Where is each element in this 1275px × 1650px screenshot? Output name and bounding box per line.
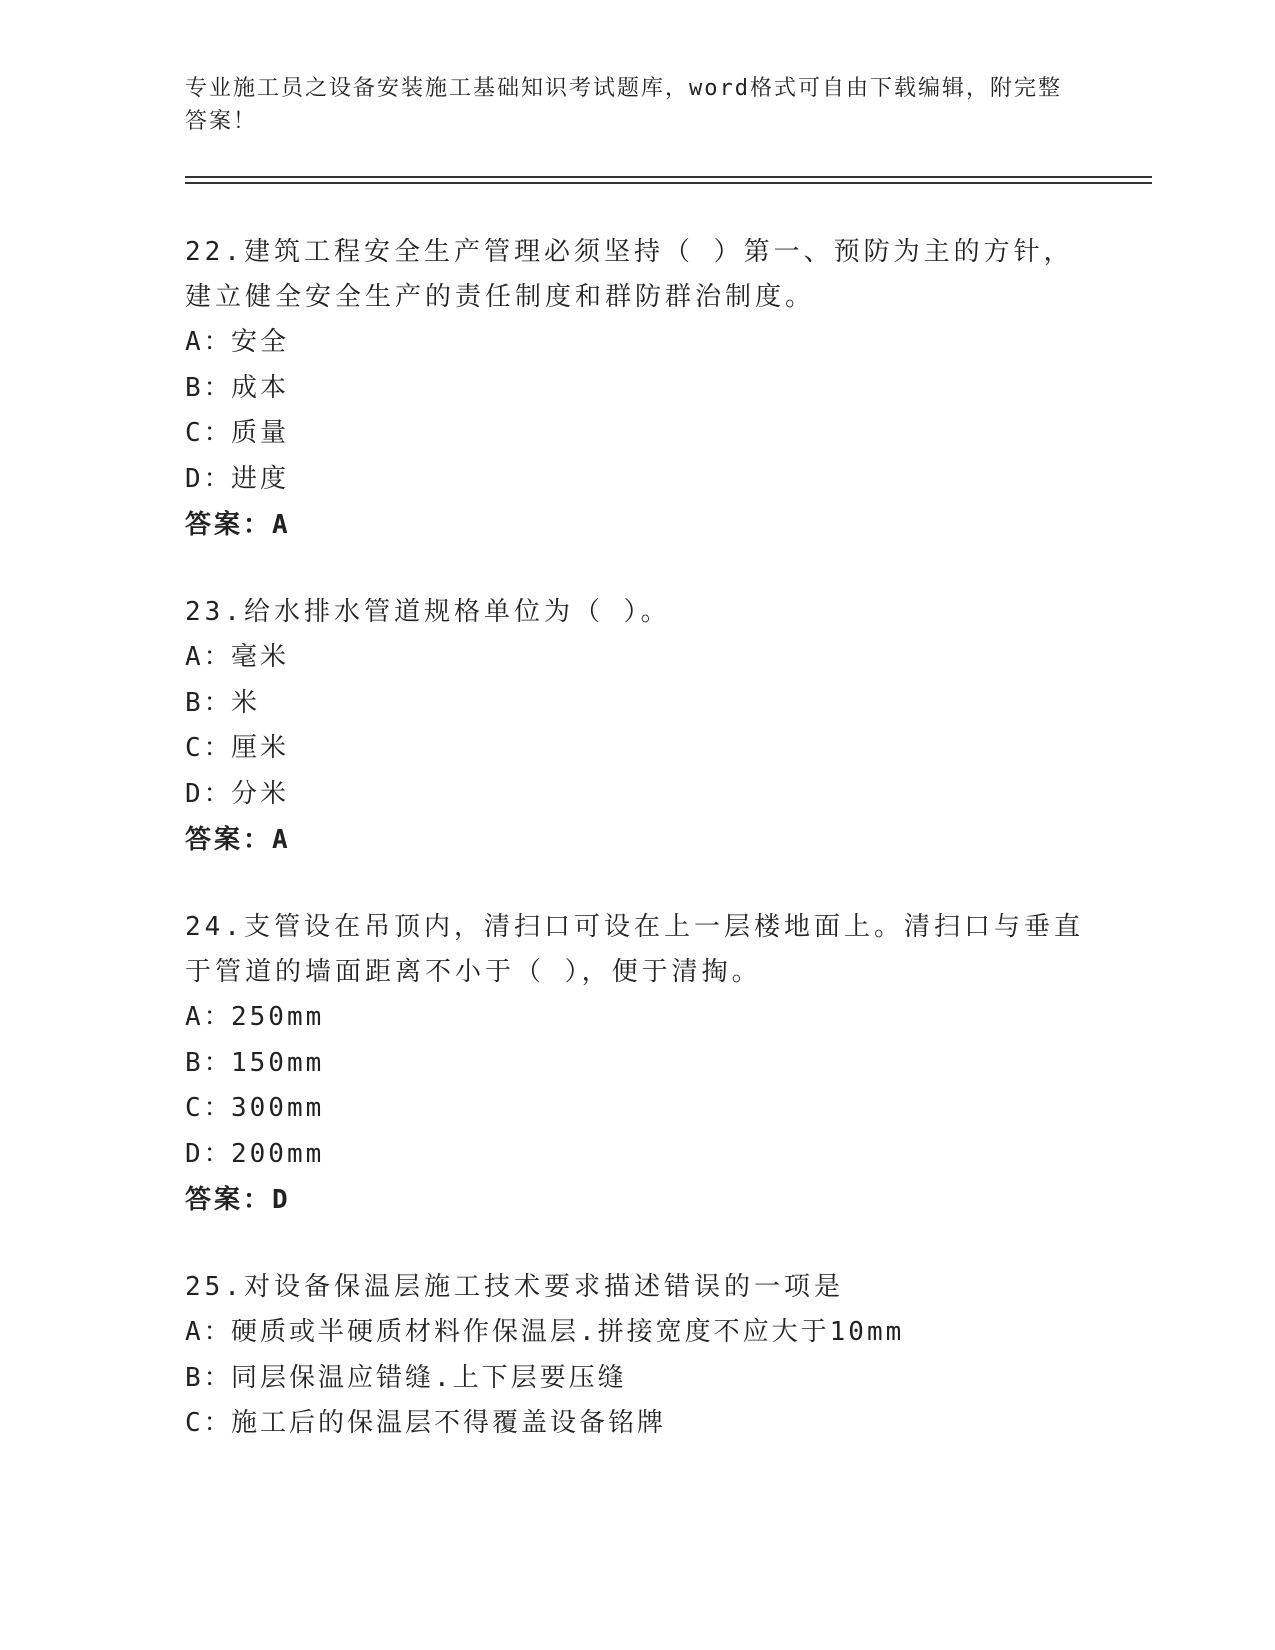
option-letter: D： <box>185 463 233 494</box>
option-text: 分米 <box>231 778 290 809</box>
answer-label: 答案：A <box>185 510 291 540</box>
option-b <box>185 366 1085 412</box>
option-text: 250mm <box>231 1002 325 1032</box>
option-letter: C： <box>185 418 233 448</box>
question-23 <box>185 590 1085 863</box>
option-text: 进度 <box>231 463 290 494</box>
option-letter: D： <box>185 1138 233 1169</box>
option-d <box>185 1132 1085 1178</box>
question-24 <box>185 905 1085 1223</box>
option-letter: A： <box>185 642 233 672</box>
option-a <box>185 320 1085 366</box>
option-b <box>185 1041 1085 1087</box>
option-b <box>185 1356 1085 1402</box>
question-list <box>185 230 1085 1447</box>
option-text: 硬质或半硬质材料作保温层.拼接宽度不应大于10mm <box>231 1317 905 1347</box>
option-c <box>185 1086 1085 1132</box>
option-letter: B： <box>185 372 233 403</box>
document-intro: 专业施工员之设备安装施工基础知识考试题库，word格式可自由下载编辑，附完整答案！ <box>185 76 1062 134</box>
option-letter: D： <box>185 778 233 809</box>
option-c <box>185 726 1085 772</box>
option-c <box>185 1401 1085 1447</box>
option-letter: B： <box>185 1047 233 1078</box>
option-c <box>185 411 1085 457</box>
answer-label: 答案：D <box>185 1185 291 1215</box>
option-text: 安全 <box>231 327 290 357</box>
option-text: 150mm <box>231 1047 325 1078</box>
question-spacer <box>185 1223 1085 1265</box>
option-letter: B： <box>185 1362 233 1393</box>
option-d <box>185 457 1085 503</box>
question-22 <box>185 230 1085 548</box>
option-text: 厘米 <box>231 733 290 763</box>
header-divider-bottom <box>185 182 1152 184</box>
option-text: 成本 <box>231 372 290 403</box>
option-a <box>185 1310 1085 1356</box>
option-letter: A： <box>185 327 233 357</box>
question-spacer <box>185 548 1085 590</box>
option-text: 同层保温应错缝.上下层要压缝 <box>231 1362 627 1393</box>
option-letter: C： <box>185 1408 233 1438</box>
question-spacer <box>185 863 1085 905</box>
option-d <box>185 772 1085 818</box>
question-25 <box>185 1265 1085 1447</box>
question-stem: 22.建筑工程安全生产管理必须坚持（ ）第一、预防为主的方针，建立健全安全生产的责任制度和群防群治制度。 <box>185 237 1074 312</box>
question-stem: 23.给水排水管道规格单位为（ ）。 <box>185 597 671 627</box>
option-letter: B： <box>185 687 233 718</box>
option-letter: A： <box>185 1317 233 1347</box>
option-text: 施工后的保温层不得覆盖设备铭牌 <box>231 1408 667 1438</box>
question-stem: 25.对设备保温层施工技术要求描述错误的一项是 <box>185 1272 844 1302</box>
option-letter: C： <box>185 1093 233 1123</box>
answer-label: 答案：A <box>185 825 291 855</box>
option-text: 米 <box>231 687 261 718</box>
question-stem: 24.支管设在吊顶内，清扫口可设在上一层楼地面上。清扫口与垂直于管道的墙面距离不小于（ ），便于清掏。 <box>185 912 1084 987</box>
option-text: 200mm <box>231 1138 325 1169</box>
option-text: 质量 <box>231 418 290 448</box>
option-text: 毫米 <box>231 642 290 672</box>
option-letter: A： <box>185 1002 233 1032</box>
option-a <box>185 635 1085 681</box>
option-letter: C： <box>185 733 233 763</box>
option-a <box>185 995 1085 1041</box>
option-b <box>185 681 1085 727</box>
option-text: 300mm <box>231 1093 325 1123</box>
header-divider-top <box>185 176 1152 178</box>
